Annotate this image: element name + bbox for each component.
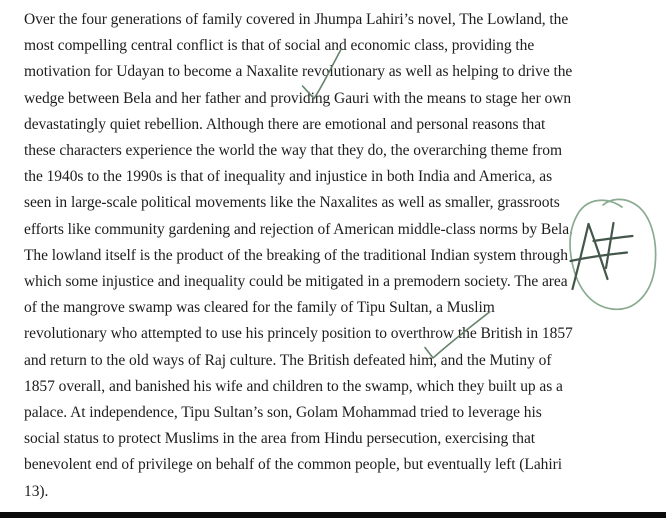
essay-line: social status to protect Muslims in the area from Hindu persecution, exercising that [24,430,536,448]
essay-line: the 1940s to the 1990s is that of inequality and injustice in both India and America, as [24,168,553,186]
essay-line: efforts like community gardening and rejection of American middle-class norms by Bela. [24,220,573,238]
grade-annotation [570,199,656,309]
essay-line: which some injustice and inequality could be mitigated in a premodern society. The area [24,273,568,291]
essay-line: benevolent end of privilege on behalf of the common people, but eventually left (Lahiri [24,456,562,474]
essay-line: motivation for Udayan to become a Naxalite revolutionary as well as helping to drive the [24,63,573,81]
essay-line: most compelling central conflict is that of social and economic class, providing the [24,37,535,55]
essay-text [24,7,580,505]
plus-vertical [606,223,614,268]
essay-line: revolutionary who attempted to use his princely position to overthrow the British in 1857 [24,325,573,343]
essay-line: and return to the old ways of Raj culture. The British defeated him, and the Mutiny of [24,351,552,369]
essay-line: Over the four generations of family covered in Jhumpa Lahiri’s novel, The Lowland, the [24,11,569,28]
a-right-leg [589,224,608,279]
essay-line: wedge between Bela and her father and providing Gauri with the means to stage her own [24,89,572,107]
essay-line: palace. At independence, Tipu Sultan’s son, Golam Mohammad tried to leverage his [24,404,542,422]
scan-artifact-bottom-bar [0,512,666,518]
grade-circle [570,199,656,309]
essay-line: 13). [24,482,49,500]
essay-line: seen in large-scale political movements like the Naxalites as well as smaller, grassroots [24,194,560,212]
plus-horizontal [594,236,633,241]
essay-line: The lowland itself is the product of the breaking of the traditional Indian system through [24,246,568,264]
essay-line: of the mangrove swamp was cleared for the family of Tipu Sultan, a Muslim [24,299,495,317]
essay-line: 1857 overall, and banished his wife and children to the swamp, which they built up as a [24,377,563,395]
essay-line: these characters experience the world the way that they do, the overarching theme from [24,142,562,160]
essay-line: devastatingly quiet rebellion. Although there are emotional and personal reasons that [24,115,546,133]
